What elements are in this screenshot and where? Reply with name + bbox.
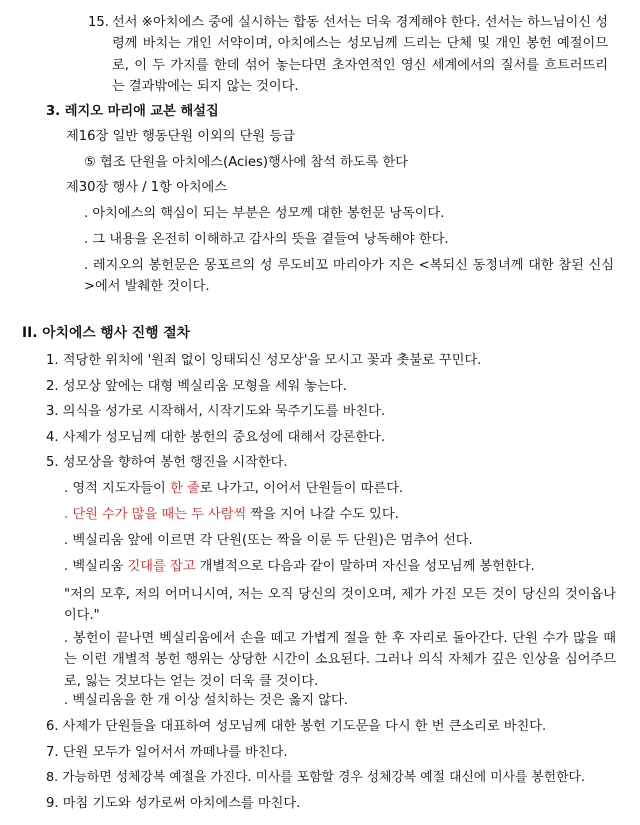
section-2-heading: II. 아치에스 행사 진행 절차 xyxy=(22,325,190,341)
item-15 xyxy=(88,12,608,98)
consecration-quote: "저의 모후, 저의 어머니시여, 저는 오직 당신의 것이오며, 제가 가진 모든 것이 당신의 것이옵나이다." xyxy=(64,587,616,624)
sub-item-text: 개별적으로 다음과 같이 말하며 자신을 성모님께 봉헌한다. xyxy=(195,559,535,574)
chapter-30-bullet: . 레지오의 봉헌문은 몽포르의 성 루도비꼬 마리아가 지은 <복되신 동정녀께 대한 참된 신심>에서 발췌한 것이다. xyxy=(84,258,614,295)
highlighted-text: 깃대를 잡고 xyxy=(127,559,196,574)
procession-sub-item: . 벡실리움 앞에 이르면 각 단원(또는 짝을 이룬 두 단원)은 멈추어 선다. xyxy=(64,533,473,548)
sub-item-text: 짝을 지어 나갈 수도 있다. xyxy=(246,507,399,522)
procedure-step: 2. 성모상 앞에는 대형 벡실리움 모형을 세워 놓는다. xyxy=(46,379,347,394)
chapter-16-item: ⑤ 협조 단원을 아치에스(Acies)행사에 참석 하도록 한다 xyxy=(84,155,408,170)
procession-sub-item xyxy=(64,478,403,499)
procession-sub-item xyxy=(64,504,399,525)
procession-sub-item xyxy=(64,556,535,577)
procedure-step: 8. 가능하면 성체강복 예절을 가진다. 미사를 포함할 경우 성체강복 예절 대신에 미사를 봉헌한다. xyxy=(46,770,585,785)
chapter-30-bullet: . 아치에스의 핵심이 되는 부분은 성모께 대한 봉헌문 낭독이다. xyxy=(84,206,445,221)
procedure-step: 4. 사제가 성모님께 대한 봉헌의 중요성에 대해서 강론한다. xyxy=(46,430,386,445)
chapter-16-title: 제16장 일반 행동단원 이외의 단원 등급 xyxy=(66,129,295,144)
sub-item-text: . 영적 지도자들이 xyxy=(64,481,170,496)
chapter-30-bullet: . 그 내용을 온전히 이해하고 감사의 뜻을 곁들여 낭독해야 한다. xyxy=(84,232,449,247)
procedure-step: 9. 마침 기도와 성가로써 아치에스를 마친다. xyxy=(46,796,301,811)
procedure-step: 1. 적당한 위치에 '원죄 없이 잉태되신 성모상'을 모시고 꽃과 촛불로 꾸민다. xyxy=(46,353,482,368)
section-3-heading: 3. 레지오 마리애 교본 해설집 xyxy=(46,104,219,119)
procedure-step: 6. 사제가 단원들을 대표하여 성모님께 대한 봉헌 기도문을 다시 한 번 큰소리로 바친다. xyxy=(46,719,547,734)
highlighted-text: 한 줄 xyxy=(169,481,200,496)
procedure-step: 7. 단원 모두가 일어서서 까떼나를 바친다. xyxy=(46,745,288,760)
procession-sub-item: . 봉헌이 끝나면 벡실리움에서 손을 떼고 가볍게 절을 한 후 자리로 돌아간다. 단원 수가 많을 때는 이런 개별적 봉헌 행위는 상당한 시간이 소요된다. 그러나 의식 자체가 깊은 인상을 심어주므로, 잃는 것보다는 얻는 것이 더욱 클 것이다. xyxy=(64,631,616,689)
chapter-30-title: 제30장 행사 / 1항 아치에스 xyxy=(66,180,228,195)
item-15-text: 선서 ※아치에스 중에 실시하는 합동 선서는 더욱 경계해야 한다. 선서는 하느님이신 성령께 바치는 개인 서약이며, 아치에스는 성모님께 드리는 단체 및 개인 봉헌 예절이므로, 이 두 가지를 한데 섞어 놓는다면 초자연적인 영신 세계에서의 질서를 흐트러뜨리는 결과밖에는 되지 않는 것이다. xyxy=(112,15,608,95)
procedure-step: 3. 의식을 성가로 시작해서, 시작기도와 묵주기도를 바친다. xyxy=(46,404,386,419)
procedure-step: 5. 성모상을 향하여 봉헌 행진을 시작한다. xyxy=(46,455,288,470)
sub-item-text: 로 나가고, 이어서 단원들이 따른다. xyxy=(199,481,404,496)
procession-sub-item: . 벡실리움을 한 개 이상 설치하는 것은 옳지 않다. xyxy=(64,693,348,708)
item-15-number: 15. xyxy=(88,15,109,30)
sub-item-text: . 벡실리움 xyxy=(64,559,128,574)
highlighted-text: . 단원 수가 많을 때는 두 사람씩 xyxy=(64,507,247,522)
